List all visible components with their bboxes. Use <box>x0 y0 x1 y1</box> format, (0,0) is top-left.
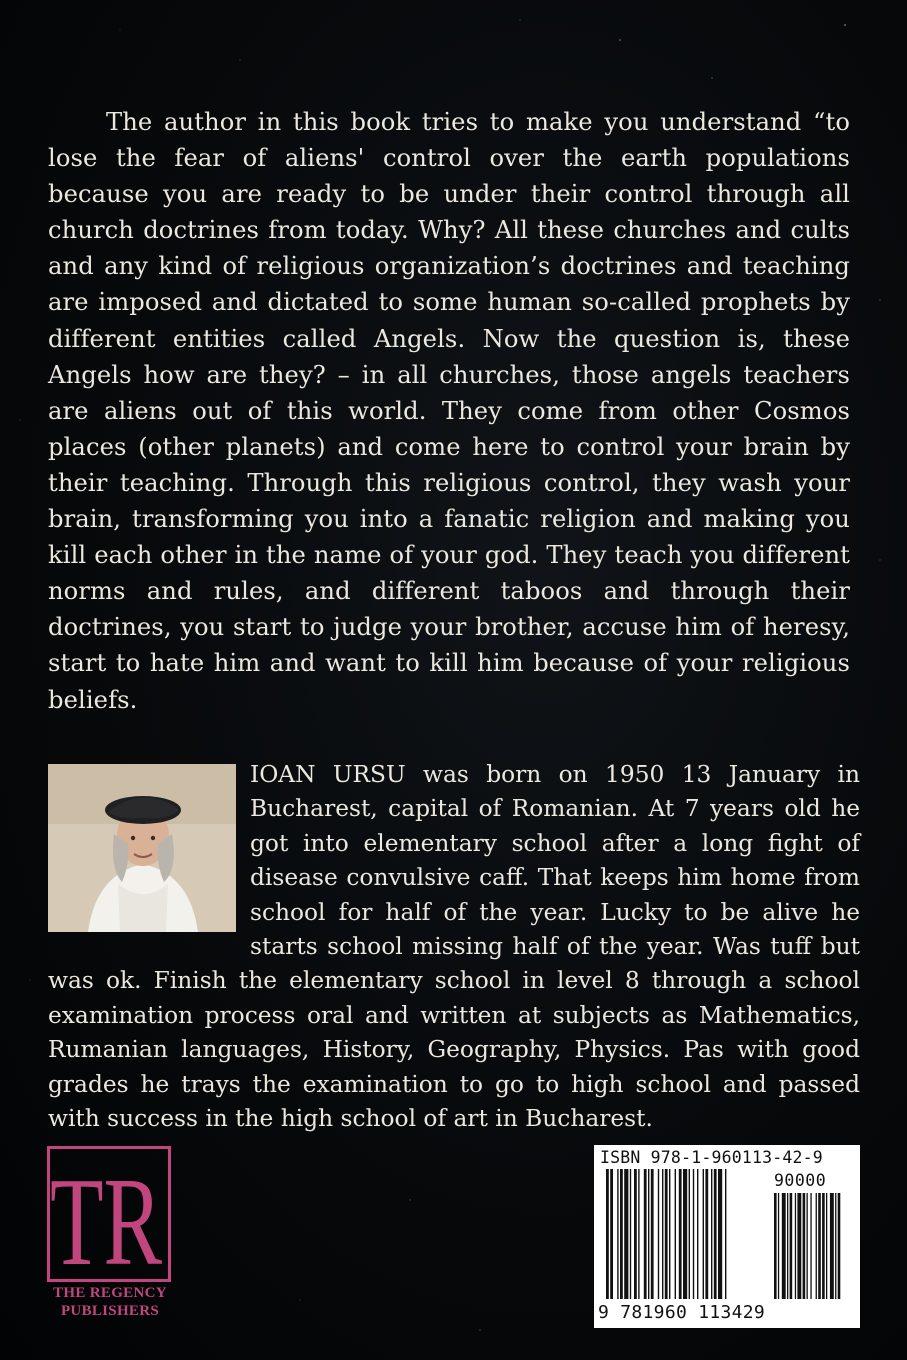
barcode-addon-bar <box>830 1193 834 1299</box>
barcode-bar <box>620 1169 623 1299</box>
ean-digits: 9 781960 113429 <box>598 1302 766 1323</box>
author-bio <box>48 758 860 1136</box>
barcode-addon-bar <box>826 1193 827 1299</box>
barcode-bar <box>648 1169 649 1299</box>
barcode-bar <box>675 1169 676 1299</box>
barcode-addon-bar <box>795 1193 796 1299</box>
barcode-addon-bar <box>774 1193 777 1299</box>
barcode-bar <box>651 1169 654 1299</box>
barcode-bar <box>711 1169 712 1299</box>
barcode-bar <box>610 1169 613 1299</box>
barcode-addon-bar <box>797 1193 801 1299</box>
barcode-bar <box>718 1169 722 1299</box>
publisher-name <box>44 1284 176 1320</box>
barcode-bar <box>662 1169 663 1299</box>
author-bio-text: IOAN URSU was born on 1950 13 January in Bucharest, capital of Romanian. At 7 years old he got into elementary school after a long fight of disease convulsive caff. That keeps him home from school for half of the year. Lucky to be alive he starts school missing half of the year. Was tuff but was ok. Finish the elementary school in level 8 through a school examination process oral and written at subjects as Mathematics, Rumanian languages, History, Geography, Physics. Pas with good grades he trays the examination to go to high school and passed with success in the high school of art in Bucharest. <box>48 761 860 1133</box>
barcode-bar <box>725 1169 726 1299</box>
publisher-monogram <box>44 1146 168 1282</box>
barcode-addon-bar <box>838 1193 841 1299</box>
publisher-logo <box>44 1146 176 1324</box>
barcode-addon-bar <box>782 1193 786 1299</box>
barcode-addon-bar <box>822 1193 825 1299</box>
barcode-bar <box>669 1169 670 1299</box>
barcode-bar <box>683 1169 687 1299</box>
barcode-bar <box>630 1169 631 1299</box>
barcode-bar <box>693 1169 694 1299</box>
barcode-bar <box>606 1169 609 1299</box>
barcode-addon-bar <box>787 1193 788 1299</box>
barcode-bar <box>679 1169 682 1299</box>
publisher-monogram-text: TR <box>50 1153 162 1282</box>
barcode-addon-bar <box>835 1193 836 1299</box>
barcode-addon-bar <box>807 1193 808 1299</box>
barcode-bar <box>697 1169 698 1299</box>
isbn-barcode <box>594 1145 860 1328</box>
barcode-bar <box>634 1169 637 1299</box>
barcode-bar <box>644 1169 647 1299</box>
price-code: 90000 <box>774 1171 827 1190</box>
barcode-bar <box>665 1169 668 1299</box>
author-photo <box>48 764 236 932</box>
barcode-addon-bar <box>790 1193 793 1299</box>
back-cover-blurb: The author in this book tries to make you understand “to lose the fear of aliens' control over the earth populations because you are ready to be under their control through all church doctrines from today. Why? All these churches and cults and any kind of religious organization’s doctrines and teaching are imposed and dictated to some human so-called prophets by different entities called Angels. Now the question is, these Angels how are they? – in all churches, those angels teachers are aliens out of this world. They come from other Cosmos places (other planets) and come here to control your brain by their teaching. Through this religious control, they wash your brain, transforming you into a fanatic religion and making you kill each other in the name of your god. They teach you different norms and rules, and different taboos and through their doctrines, you start to judge your brother, accuse him of heresy, start to hate him and want to kill him because of your religious beliefs. <box>48 108 850 714</box>
barcode-bar <box>624 1169 628 1299</box>
isbn-label: ISBN 978-1-960113-42-9 <box>600 1148 823 1167</box>
barcode-bar <box>703 1169 704 1299</box>
barcode-addon-bar <box>816 1193 817 1299</box>
barcode-bar <box>658 1169 659 1299</box>
barcode-bar <box>689 1169 690 1299</box>
publisher-name-line2: PUBLISHERS <box>60 1303 160 1319</box>
barcode-bar <box>705 1169 708 1299</box>
barcode-bar <box>638 1169 639 1299</box>
barcode-addon-bar <box>778 1193 779 1299</box>
barcode-addon-bar <box>818 1193 821 1299</box>
author-portrait-icon <box>48 764 236 932</box>
barcode-addon-bar <box>810 1193 811 1299</box>
barcode-addon-bar <box>803 1193 806 1299</box>
barcode-bar <box>617 1169 618 1299</box>
barcode-bar <box>714 1169 717 1299</box>
publisher-name-line1: THE REGENCY <box>53 1285 167 1301</box>
